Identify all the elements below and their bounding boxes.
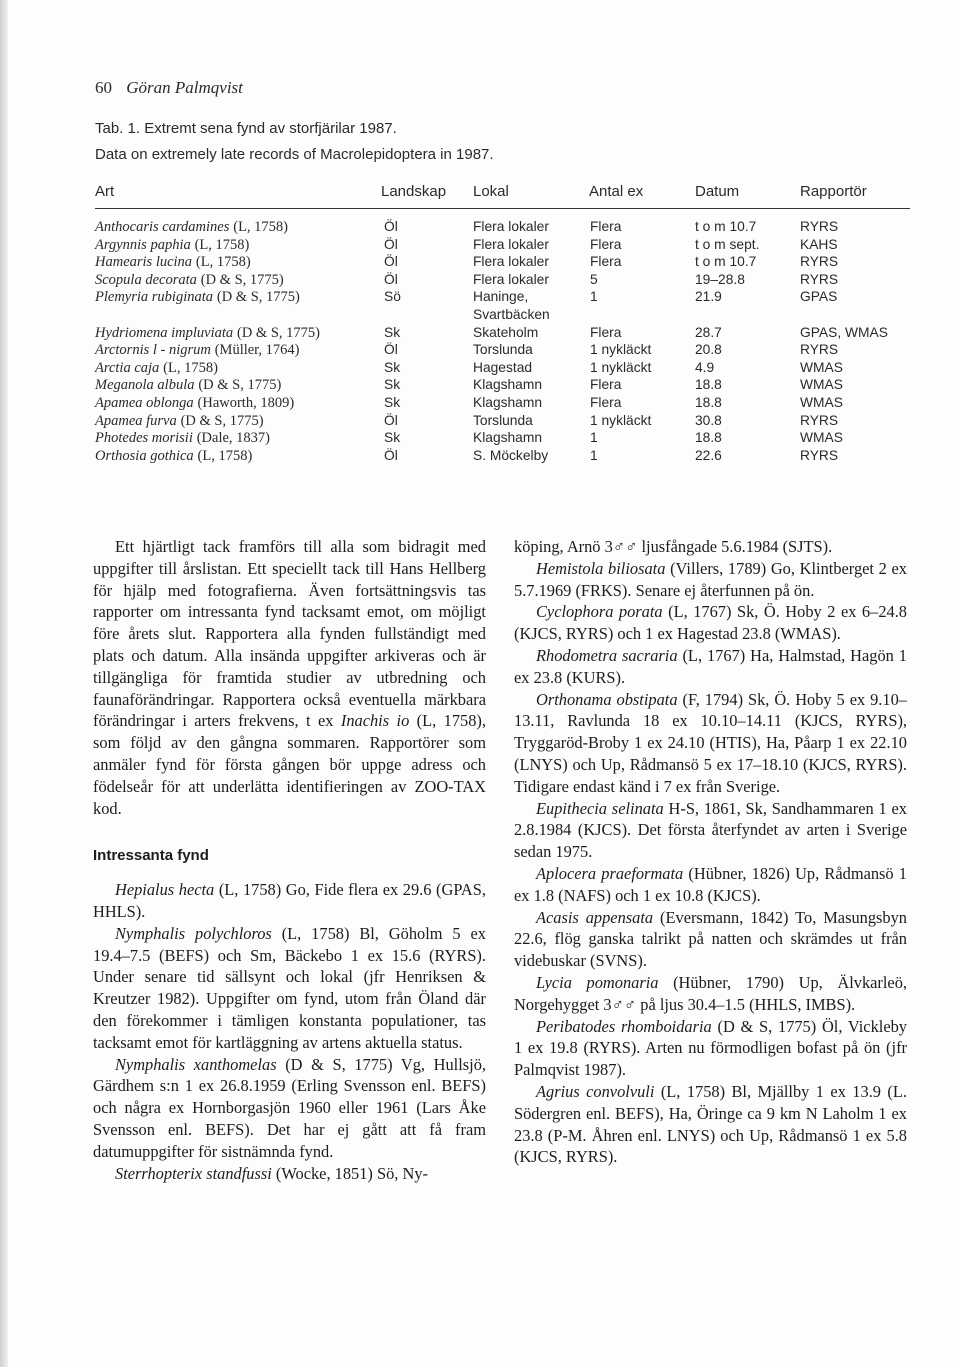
table-row bbox=[95, 271, 910, 289]
entry-text: (D & S, 1775) Öl, Vickleby 1 ex 19.8 (RYRS). Arten nu förmodligen bofast på ön (jfr Palmqvist 1987). bbox=[514, 1016, 907, 1080]
acknowledgement-text: Ett hjärtligt tack framförs till alla som bidragit med uppgifter till årslistan. Ett speciellt tack till Hans Hellberg för hjälp med fotografierna. Även fortsättningsvis tas rapporter om intressanta fynd tacksamt emot, om möjligt före årets slut. Rapportera alla fynden fullständigt med plats och datum. Alla insända uppgifter arkiveras och är tillgängliga för framtida studier av utbredning och faunaförändringar. Rapportera också eventuella märkbara förändringar i arters frekvens, t ex bbox=[93, 537, 486, 731]
species-name: Hydriomena impluviata bbox=[95, 324, 234, 341]
table-row bbox=[95, 218, 910, 236]
left-entries bbox=[93, 879, 486, 1184]
species-author: (L, 1758) bbox=[195, 254, 251, 271]
acknowledgement-paragraph bbox=[93, 536, 486, 819]
cell-art bbox=[95, 394, 294, 413]
cell-antal: 1 bbox=[590, 447, 598, 463]
cell-datum: 4.9 bbox=[695, 359, 715, 375]
species-name: Argynnis paphia bbox=[95, 236, 191, 253]
table-body bbox=[95, 218, 910, 464]
cell-antal: Flera bbox=[590, 394, 622, 410]
cell-datum: 20.8 bbox=[695, 342, 722, 358]
table-row bbox=[95, 376, 910, 394]
entry-species: Nymphalis xanthomelas bbox=[115, 1054, 277, 1074]
cell-lokal: Klagshamn bbox=[473, 377, 543, 393]
species-name: Plemyria rubiginata bbox=[95, 289, 214, 306]
cell-landskap: Sö bbox=[384, 289, 401, 305]
cell-datum: 30.8 bbox=[695, 412, 722, 428]
table-row bbox=[95, 306, 910, 324]
species-entry bbox=[514, 1016, 907, 1081]
cell-art bbox=[95, 359, 218, 378]
entry-text: (L, 1758) Bl, Mjällby 1 ex 13.9 (L. Södergren enl. BEFS), Ha, Öringe ca 9 km N Laholm 1 ex 23.8 (P-M. Åhren enl. LNYS) och Up, Rådmansö 1 ex 5.8 (KJCS, RYRS). bbox=[514, 1081, 907, 1167]
table-row bbox=[95, 359, 910, 377]
cell-art bbox=[95, 271, 284, 290]
cell-art bbox=[95, 236, 249, 255]
species-author: (L, 1758) bbox=[163, 359, 218, 376]
cell-datum: t o m 10.7 bbox=[695, 254, 757, 270]
species-author: (L, 1758) bbox=[233, 219, 288, 235]
cell-antal: 1 nykläckt bbox=[590, 359, 652, 375]
cell-antal: 1 nykläckt bbox=[590, 342, 652, 358]
column-header-lokal: Lokal bbox=[473, 183, 509, 200]
species-author: (L, 1758) bbox=[194, 236, 250, 253]
entry-species: Eupithecia selinata bbox=[536, 798, 664, 818]
cell-rapportor: KAHS bbox=[800, 236, 838, 252]
table-row bbox=[95, 447, 910, 465]
cell-art bbox=[95, 447, 252, 466]
left-text-column bbox=[93, 536, 486, 1184]
table-row bbox=[95, 236, 910, 254]
cell-landskap: Öl bbox=[384, 412, 398, 428]
entry-text: H-S, 1861, Sk, Sandhammaren 1 ex 2.8.1984 (KJCS). Det första återfyndet av arten i Sverige sedan 1975. bbox=[514, 798, 907, 862]
cell-datum: t o m 10.7 bbox=[695, 219, 757, 234]
entry-species: Agrius convolvuli bbox=[536, 1081, 655, 1101]
species-author: (D & S, 1775) bbox=[198, 377, 282, 394]
table-row bbox=[95, 253, 910, 271]
species-entry bbox=[514, 645, 907, 689]
cell-landskap: Sk bbox=[384, 430, 401, 446]
cell-datum: 21.9 bbox=[695, 289, 722, 305]
column-header-antal: Antal ex bbox=[589, 183, 644, 200]
cell-antal: 5 bbox=[590, 271, 598, 287]
species-name: Photedes morisii bbox=[95, 430, 193, 447]
entry-text: (L, 1758) Go, Fide flera ex 29.6 (GPAS, HHLS). bbox=[93, 880, 486, 921]
cell-art bbox=[95, 324, 320, 343]
species-author: (D & S, 1775) bbox=[236, 324, 320, 341]
cell-datum: 22.6 bbox=[695, 447, 722, 463]
species-entry bbox=[93, 1054, 486, 1163]
species-author: (Haworth, 1809) bbox=[197, 394, 295, 411]
cell-landskap: Sk bbox=[384, 394, 401, 410]
table-row bbox=[95, 288, 910, 306]
cell-landskap: Sk bbox=[384, 359, 401, 375]
entry-species: Acasis appensata bbox=[536, 907, 654, 927]
entry-text: (F, 1794) Sk, Ö. Hoby 5 ex 9.10–13.11, Ravlunda 18 ex 10.10–14.11 (KJCS, RYRS), Tryggaröd-Broby 1 ex 24.10 (HTIS), Ha, Påarp 1 ex 22.10 (LNYS) och Up, Rådmansö 5 ex 17–18.10 (KJCS, RYRS). Tidigare endast känd i 7 ex från Sverige. bbox=[514, 689, 907, 796]
species-name: Meganola albula bbox=[95, 377, 195, 394]
species-name: Orthosia gothica bbox=[95, 447, 194, 464]
cell-rapportor: RYRS bbox=[800, 447, 839, 463]
cell-art bbox=[95, 253, 251, 272]
species-entry bbox=[514, 972, 907, 1016]
entry-species: Hemistola biliosata bbox=[536, 558, 666, 578]
entry-text: (Eversmann, 1842) To, Masungsbyn 22.6, flög ganska talrikt på natten och skrämdes ut från videbuskar (SVNS). bbox=[514, 907, 907, 971]
species-name: Apamea oblonga bbox=[95, 394, 194, 411]
table-row bbox=[95, 341, 910, 359]
table-row bbox=[95, 324, 910, 342]
species-entry bbox=[514, 558, 907, 602]
species-name: Scopula decorata bbox=[95, 271, 197, 288]
table-header bbox=[95, 180, 910, 209]
running-author: Göran Palmqvist bbox=[126, 78, 243, 97]
cell-rapportor: GPAS bbox=[800, 289, 838, 305]
cell-datum: 18.8 bbox=[695, 394, 722, 410]
cell-landskap: Öl bbox=[384, 342, 398, 358]
entry-species: Peribatodes rhomboidaria bbox=[536, 1016, 712, 1036]
cell-rapportor: RYRS bbox=[800, 254, 839, 270]
cell-lokal: Svartbäcken bbox=[473, 306, 550, 322]
species-entry bbox=[93, 1163, 486, 1185]
species-name: Apamea furva bbox=[95, 412, 177, 429]
cell-rapportor: RYRS bbox=[800, 342, 839, 358]
records-table bbox=[95, 180, 910, 464]
entry-species: Lycia pomonaria bbox=[536, 972, 659, 992]
cell-art bbox=[95, 341, 300, 360]
entry-text: (Wocke, 1851) Sö, Ny- bbox=[271, 1163, 428, 1183]
cell-rapportor: RYRS bbox=[800, 271, 839, 287]
table-row bbox=[95, 394, 910, 412]
cell-lokal: Flera lokaler bbox=[473, 219, 549, 234]
entry-species: Aplocera praeformata bbox=[536, 863, 684, 883]
cell-datum: 28.7 bbox=[695, 324, 722, 340]
cell-lokal: Flera lokaler bbox=[473, 236, 549, 252]
species-entry bbox=[93, 879, 486, 923]
species-entry bbox=[93, 923, 486, 1054]
table-caption-swedish: Tab. 1. Extremt sena fynd av storfjärilar 1987. bbox=[95, 120, 397, 137]
species-name: Anthocaris cardamines bbox=[95, 219, 230, 235]
cell-landskap: Sk bbox=[384, 324, 401, 340]
right-text-column bbox=[514, 536, 907, 1168]
species-author: (L, 1758) bbox=[197, 447, 253, 464]
cell-art bbox=[95, 376, 281, 395]
species-name: Arctornis l - nigrum bbox=[95, 342, 211, 359]
entry-text: (L, 1758) Bl, Göholm 5 ex 19.4–7.5 (BEFS) och Sm, Bäckebo 1 ex 15.6 (RYRS). Under senare tid sällsynt och lokal (jfr Henriksen & Kreutzer 1982). Uppgifter om fynd, utom från Öland där den förekommer i tämligen konstanta populationer, tas tacksamt emot för kartläggning av artens aktuella status. bbox=[93, 923, 487, 1052]
cell-rapportor: WMAS bbox=[800, 359, 843, 375]
species-author: (D & S, 1775) bbox=[180, 412, 264, 429]
table-row bbox=[95, 429, 910, 447]
entry-species: Cyclophora porata bbox=[536, 602, 663, 622]
cell-landskap: Öl bbox=[384, 219, 398, 234]
cell-datum: 18.8 bbox=[695, 430, 722, 446]
cell-art bbox=[95, 429, 270, 448]
species-entry bbox=[514, 798, 907, 863]
section-heading: Intressanta fynd bbox=[93, 847, 209, 865]
cell-rapportor: WMAS bbox=[800, 394, 843, 410]
column-header-rapportor: Rapportör bbox=[800, 183, 867, 200]
cell-lokal: Klagshamn bbox=[473, 430, 543, 446]
cell-lokal: Torslunda bbox=[473, 342, 533, 358]
cell-antal: Flera bbox=[590, 377, 622, 393]
cell-rapportor: WMAS bbox=[800, 377, 843, 393]
acknowledgement-text-tail: (L, 1758), som följd av den gångna sommaren. Rapportörer som anmäler fynd för första gången bör uppge adress och födelseår för att underlätta identifieringen av ZOO-TAX kod. bbox=[93, 711, 486, 818]
entry-species: Hepialus hecta bbox=[115, 880, 215, 900]
right-entries bbox=[514, 558, 907, 1168]
entry-text: (Hübner, 1790) Up, Älvkarleö, Norgehygget 3♂♂ på ljus 30.4–1.5 (HHLS, IMBS). bbox=[514, 972, 907, 1014]
cell-rapportor: RYRS bbox=[800, 219, 839, 234]
cell-antal: 1 nykläckt bbox=[590, 412, 652, 428]
page-header bbox=[95, 78, 243, 98]
cell-landskap: Öl bbox=[384, 254, 398, 270]
cell-art bbox=[95, 288, 300, 307]
cell-rapportor: RYRS bbox=[800, 412, 839, 428]
cell-lokal: S. Möckelby bbox=[473, 447, 549, 463]
entry-text: (D & S, 1775) Vg, Hullsjö, Gärdhem s:n 1 ex 26.8.1959 (Erling Svensson enl. BEFS) och några ex Hornborgasjön 1960 eller 1961 (Lars Åke Svensson enl. BEFS). Det har ej gått att få fram datumuppgifter för sistnämnda fynd. bbox=[93, 1054, 486, 1161]
page-edge bbox=[0, 0, 8, 1367]
species-entry bbox=[514, 907, 907, 972]
entry-species: Orthonama obstipata bbox=[536, 689, 678, 709]
column-header-landskap: Landskap bbox=[381, 183, 447, 200]
species-entry bbox=[514, 863, 907, 907]
cell-antal: Flera bbox=[590, 219, 622, 234]
cell-antal: Flera bbox=[590, 236, 622, 252]
table-caption-english: Data on extremely late records of Macrolepidoptera in 1987. bbox=[95, 146, 494, 163]
species-entry bbox=[514, 689, 907, 798]
cell-art bbox=[95, 412, 264, 431]
species-author: (Dale, 1837) bbox=[196, 430, 270, 447]
acknowledgement-species: Inachis io bbox=[340, 711, 410, 731]
entry-species: Rhodometra sacraria bbox=[536, 645, 678, 665]
cell-landskap: Öl bbox=[384, 236, 398, 252]
cell-datum: 18.8 bbox=[695, 377, 722, 393]
species-author: (D & S, 1775) bbox=[216, 289, 300, 306]
cell-landskap: Öl bbox=[384, 447, 398, 463]
species-entry bbox=[514, 1081, 907, 1168]
cell-antal: 1 bbox=[590, 430, 598, 446]
cell-lokal: Flera lokaler bbox=[473, 254, 549, 270]
species-author: (Müller, 1764) bbox=[214, 342, 300, 359]
entry-text: (L, 1767) Sk, Ö. Hoby 2 ex 6–24.8 (KJCS, RYRS) och 1 ex Hagestad 23.8 (WMAS). bbox=[514, 602, 907, 644]
cell-datum: 19–28.8 bbox=[695, 271, 745, 287]
species-author: (D & S, 1775) bbox=[200, 271, 284, 288]
cell-landskap: Öl bbox=[384, 271, 398, 287]
cell-lokal: Hagestad bbox=[473, 359, 533, 375]
cell-lokal: Skateholm bbox=[473, 324, 539, 340]
cell-lokal: Haninge, bbox=[473, 289, 529, 305]
cell-datum: t o m sept. bbox=[695, 236, 760, 252]
species-entry bbox=[514, 601, 907, 645]
cell-art bbox=[95, 218, 288, 237]
species-name: Hamearis lucina bbox=[95, 254, 193, 271]
cell-antal: Flera bbox=[590, 324, 622, 340]
cell-antal: 1 bbox=[590, 289, 598, 305]
species-name: Arctia caja bbox=[95, 359, 160, 376]
cell-lokal: Flera lokaler bbox=[473, 271, 549, 287]
entry-text: (L, 1767) Ha, Halmstad, Hagön 1 ex 23.8 (KURS). bbox=[514, 645, 907, 687]
column-header-datum: Datum bbox=[695, 183, 740, 200]
page-number: 60 bbox=[95, 78, 112, 97]
continued-entry: köping, Arnö 3♂♂ ljusfångade 5.6.1984 (SJTS). bbox=[514, 537, 833, 556]
entry-text: (Villers, 1789) Go, Klintberget 2 ex 5.7.1969 (FRKS). Senare ej återfunnen på ön. bbox=[514, 558, 907, 600]
cell-lokal: Torslunda bbox=[473, 412, 533, 428]
cell-rapportor: WMAS bbox=[800, 430, 843, 446]
entry-species: Sterrhopterix standfussi bbox=[115, 1163, 272, 1183]
cell-antal: Flera bbox=[590, 254, 622, 270]
entry-text: (Hübner, 1826) Up, Rådmansö 1 ex 1.8 (NAFS) och 1 ex 10.8 (KJCS). bbox=[514, 863, 907, 905]
cell-lokal: Klagshamn bbox=[473, 394, 543, 410]
table-row bbox=[95, 412, 910, 430]
cell-rapportor: GPAS, WMAS bbox=[800, 324, 888, 340]
entry-species: Nymphalis polychloros bbox=[115, 923, 272, 943]
cell-landskap: Sk bbox=[384, 377, 401, 393]
column-header-art: Art bbox=[95, 183, 115, 200]
